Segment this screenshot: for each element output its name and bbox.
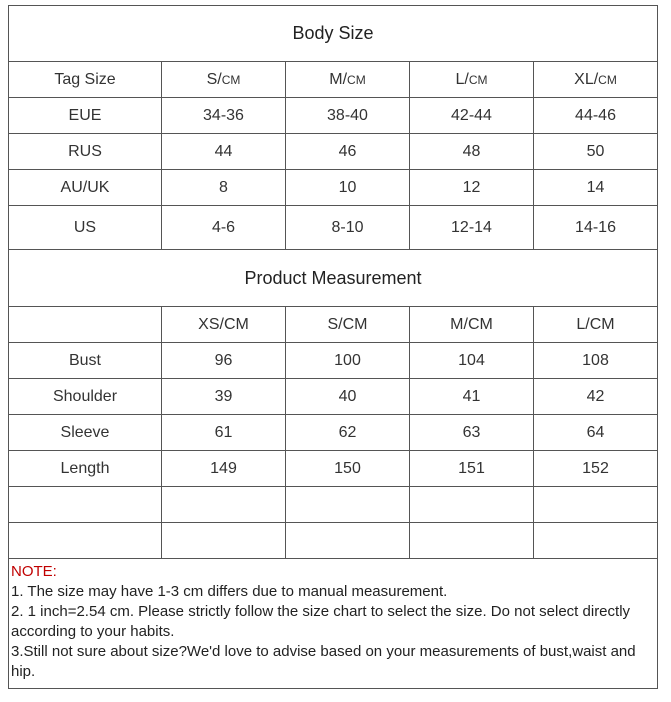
header-s: S/CM — [162, 62, 286, 98]
header-xl: XL/CM — [534, 62, 658, 98]
table-cell — [534, 523, 658, 559]
note-line-1: 1. The size may have 1-3 cm differs due to manual measurement. — [11, 583, 448, 600]
table-cell: 96 — [162, 343, 286, 379]
row-label: AU/UK — [9, 170, 162, 206]
table-cell — [162, 523, 286, 559]
table-cell: 42-44 — [410, 98, 534, 134]
table-cell: 63 — [410, 415, 534, 451]
table-cell: 4-6 — [162, 206, 286, 250]
empty-row — [9, 487, 658, 523]
table-cell: 41 — [410, 379, 534, 415]
table-cell: 150 — [286, 451, 410, 487]
table-cell: 44 — [162, 134, 286, 170]
note-line-3: 3.Still not sure about size?We'd love to advise based on your measurements of bust,waist and hip. — [11, 643, 636, 680]
table-cell: 108 — [534, 343, 658, 379]
table-row — [9, 379, 658, 415]
table-cell: 151 — [410, 451, 534, 487]
table-cell — [286, 523, 410, 559]
note-line-2: 2. 1 inch=2.54 cm. Please strictly follow the size chart to select the size. Do not select directly according to your habits. — [11, 603, 631, 640]
row-label: EUE — [9, 98, 162, 134]
header-l: L/CM — [534, 307, 658, 343]
size-chart — [8, 5, 657, 689]
table-row — [9, 170, 658, 206]
table-row — [9, 134, 658, 170]
table-cell — [286, 487, 410, 523]
note-title: NOTE: — [11, 563, 57, 580]
table-row — [9, 343, 658, 379]
table-cell: 8-10 — [286, 206, 410, 250]
table-cell: 14 — [534, 170, 658, 206]
table-cell: 100 — [286, 343, 410, 379]
table-cell: 40 — [286, 379, 410, 415]
table-row — [9, 206, 658, 250]
table-cell — [534, 487, 658, 523]
table-cell: 39 — [162, 379, 286, 415]
header-xs: XS/CM — [162, 307, 286, 343]
row-label: RUS — [9, 134, 162, 170]
table-cell: 50 — [534, 134, 658, 170]
body-size-title: Body Size — [9, 6, 658, 62]
table-cell — [410, 487, 534, 523]
table-cell: 8 — [162, 170, 286, 206]
note-box — [9, 559, 658, 689]
product-header-row — [9, 307, 658, 343]
table-cell: 34-36 — [162, 98, 286, 134]
body-size-header-row — [9, 62, 658, 98]
table-cell — [9, 523, 162, 559]
table-cell: 46 — [286, 134, 410, 170]
table-row — [9, 415, 658, 451]
table-cell — [9, 487, 162, 523]
row-label: Length — [9, 451, 162, 487]
header-m: M/CM — [410, 307, 534, 343]
table-cell: 12-14 — [410, 206, 534, 250]
table-cell: 64 — [534, 415, 658, 451]
table-cell: 152 — [534, 451, 658, 487]
table-cell: 104 — [410, 343, 534, 379]
table-cell: 14-16 — [534, 206, 658, 250]
header-tag-size: Tag Size — [9, 62, 162, 98]
table-row — [9, 451, 658, 487]
row-label: Bust — [9, 343, 162, 379]
table-cell: 62 — [286, 415, 410, 451]
header-s: S/CM — [286, 307, 410, 343]
row-label: Shoulder — [9, 379, 162, 415]
table-cell: 149 — [162, 451, 286, 487]
table-cell — [410, 523, 534, 559]
table-cell: 48 — [410, 134, 534, 170]
product-measurement-title: Product Measurement — [9, 250, 658, 307]
table-cell: 12 — [410, 170, 534, 206]
table-cell: 38-40 — [286, 98, 410, 134]
row-label: Sleeve — [9, 415, 162, 451]
table-row — [9, 98, 658, 134]
header-m: M/CM — [286, 62, 410, 98]
table-cell: 61 — [162, 415, 286, 451]
table-cell — [162, 487, 286, 523]
header-blank — [9, 307, 162, 343]
header-l: L/CM — [410, 62, 534, 98]
size-table — [8, 5, 658, 689]
row-label: US — [9, 206, 162, 250]
table-cell: 42 — [534, 379, 658, 415]
table-cell: 10 — [286, 170, 410, 206]
table-cell: 44-46 — [534, 98, 658, 134]
empty-row — [9, 523, 658, 559]
